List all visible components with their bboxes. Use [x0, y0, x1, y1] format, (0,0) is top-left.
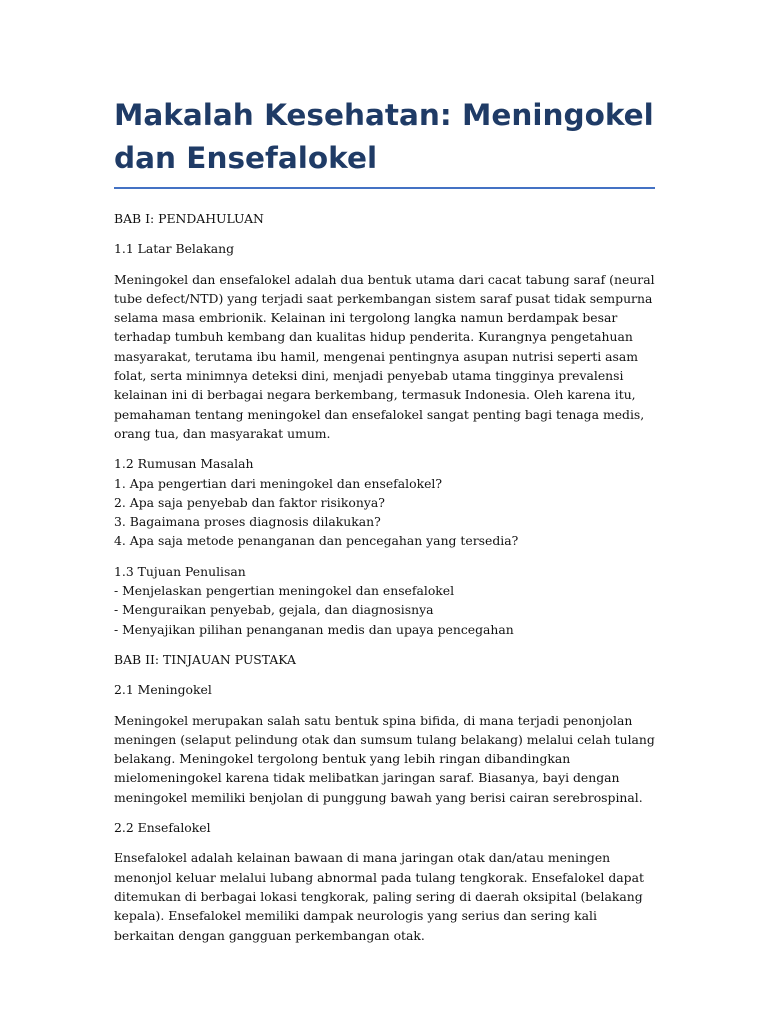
section-2-1-heading: 2.1 Meningokel: [114, 682, 212, 698]
list-item: - Menyajikan pilihan penanganan medis dan upaya pencegahan: [114, 621, 514, 637]
section-2-2-body: Ensefalokel adalah kelainan bawaan di mana jaringan otak dan/atau meningen menonjol keluar melalui lubang abnormal pada tulang tengkorak. Ensefalokel dapat ditemukan di berbagai lokasi tengkorak, paling sering di daerah oksipital (belakang kepala). Ensefalokel memiliki dampak neurologis yang serius dan sering kali berkaitan dengan gangguan perkembangan otak.: [114, 850, 648, 943]
section-2-1-body: Meningokel merupakan salah satu bentuk spina bifida, di mana terjadi penonjolan meningen (selaput pelindung otak dan sumsum tulang belakang) melalui celah tulang belakang. Meningokel tergolong bentuk yang lebih ringan dibandingkan mielomeningokel karena tidak melibatkan jaringan saraf. Biasanya, bayi dengan meningokel memiliki benjolan di punggung bawah yang berisi cairan serebrospinal.: [114, 712, 659, 805]
document-title: Makalah Kesehatan: Meningokel dan Ensefalokel: [114, 98, 654, 175]
list-item: 1. Apa pengertian dari meningokel dan ensefalokel?: [114, 475, 443, 491]
list-item: 2. Apa saja penyebab dan faktor risikonya?: [114, 494, 385, 510]
section-1-1-heading: 1.1 Latar Belakang: [114, 241, 235, 257]
list-item: - Menguraikan penyebab, gejala, dan diagnosisnya: [114, 602, 434, 618]
section-1-3-heading: 1.3 Tujuan Penulisan: [114, 563, 246, 579]
bab1-heading: BAB I: PENDAHULUAN: [114, 211, 264, 226]
section-1-1-body: Meningokel dan ensefalokel adalah dua bentuk utama dari cacat tabung saraf (neural tube defect/NTD) yang terjadi saat perkembangan sistem saraf pusat tidak sempurna selama masa embrionik. Kelainan ini tergolong langka namun berdampak besar terhadap tumbuh kembang dan kualitas hidup penderita. Kurangnya pengetahuan masyarakat, terutama ibu hamil, mengenai pentingnya asupan nutrisi seperti asam folat, serta minimnya deteksi dini, menjadi penyebab utama tingginya prevalensi kelainan ini di berbagai negara berkembang, termasuk Indonesia. Oleh karena itu, pemahaman tentang meningokel dan ensefalokel sangat penting bagi tenaga medis, orang tua, dan masyarakat umum.: [114, 271, 659, 441]
list-item: - Menjelaskan pengertian meningokel dan ensefalokel: [114, 583, 455, 599]
document-page: [114, 94, 659, 945]
list-item: 3. Bagaimana proses diagnosis dilakukan?: [114, 514, 381, 530]
list-item: 4. Apa saja metode penanganan dan pencegahan yang tersedia?: [114, 533, 519, 549]
section-1-2-heading: 1.2 Rumusan Masalah: [114, 456, 254, 472]
bab2-heading: BAB II: TINJAUAN PUSTAKA: [114, 651, 296, 667]
section-2-2-heading: 2.2 Ensefalokel: [114, 820, 211, 836]
